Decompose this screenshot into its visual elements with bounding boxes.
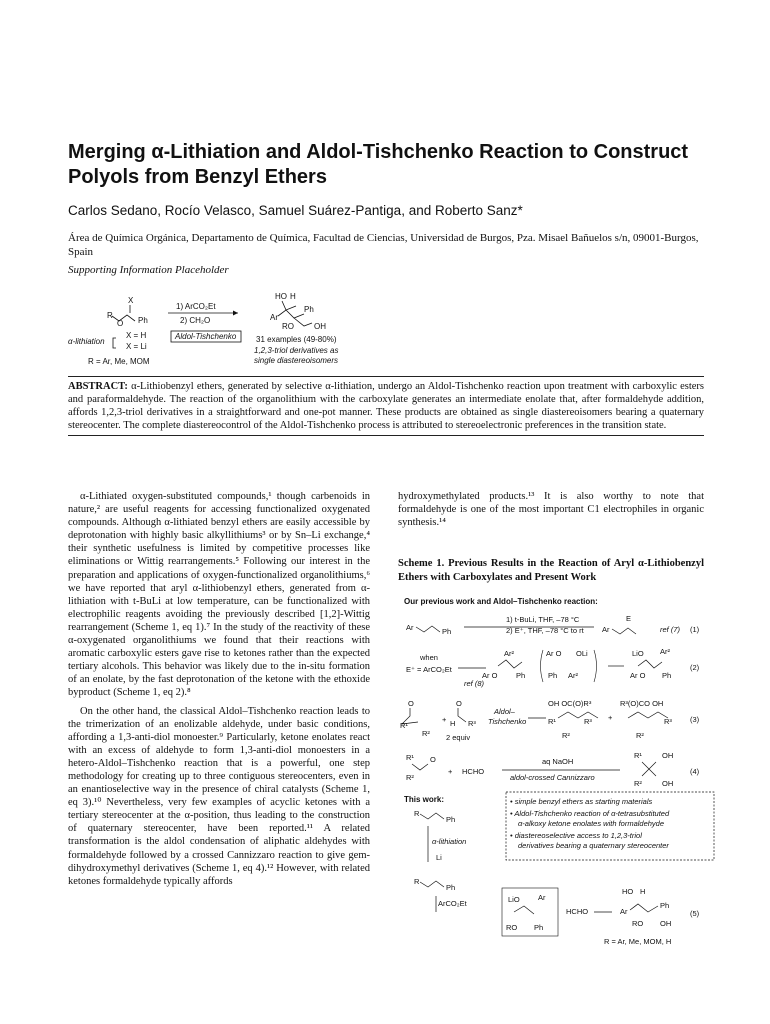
eq2-ketone-chain xyxy=(498,660,522,668)
toc-x-label: X xyxy=(128,296,134,305)
eq3-label1: Aldol– xyxy=(494,707,515,716)
toc-prod-bond xyxy=(282,301,296,310)
tw-prod-h: H xyxy=(640,887,646,896)
eq3-o: O xyxy=(408,699,414,708)
toc-x-h: X = H xyxy=(126,331,147,340)
supporting-info-note: Supporting Information Placeholder xyxy=(68,264,229,276)
eq3-label2: Tishchenko xyxy=(488,717,527,726)
eq3-r2: R² xyxy=(422,729,430,738)
eq2-number: (2) xyxy=(690,663,700,672)
this-work-title: This work: xyxy=(404,795,445,804)
eq4-chain xyxy=(412,764,428,770)
toc-box-label: Aldol-Tishchenko xyxy=(175,332,237,341)
tw-enolate-ro: RO xyxy=(506,923,518,932)
toc-scheme-svg xyxy=(68,288,368,370)
eq4-r2: R² xyxy=(406,773,414,782)
toc-graphic xyxy=(68,288,368,370)
tw-enolate-chain xyxy=(514,906,534,914)
tw-prod-ar: Ar xyxy=(620,907,628,916)
tw-li: Li xyxy=(436,853,442,862)
bullet-3a: • diastereoselective access to 1,2,3-triol xyxy=(510,831,642,840)
toc-prod-h: H xyxy=(290,292,296,301)
eq2-enolate-o: Ar O xyxy=(546,649,562,658)
eq2-ketone-ar: Ar² xyxy=(504,649,514,658)
eq2-ketone-aro: Ar O xyxy=(482,671,498,680)
abstract: ABSTRACT: α-Lithiobenzyl ethers, generated by selective α-lithiation, undergo an Aldol-Tishchenko reaction upon treatment with carboxylic esters and paraformaldehyde. The reaction of the organolithium with the carboxylate generates an intermediate enolate that, after formaldehyde addition, affords 1,2,3-triol derivatives in a straightforward and one-pot manner. These products are obtained as single diastereoisomers bearing a quaternary stereocenter. The complete diastereocontrol of the Aldol-Tishchenko process is attributed to stereoelectronic preferences in the transition state. xyxy=(68,376,704,436)
eq2-product-ph: Ph xyxy=(662,671,672,680)
eq4-product-oh2: OH xyxy=(662,779,674,788)
eq3-product2-r3: R³ xyxy=(664,717,672,726)
tw-prod-chain xyxy=(630,904,658,912)
bullet-3b: derivatives bearing a quaternary stereocenter xyxy=(518,841,669,850)
body-left-column xyxy=(68,490,370,888)
eq4-product-r1: R¹ xyxy=(634,751,642,760)
tw-enolate-lio: LiO xyxy=(508,895,520,904)
eq4-product-center xyxy=(642,762,656,776)
toc-prod-ph: Ph xyxy=(304,305,314,314)
eq1-ar: Ar xyxy=(406,623,414,632)
abstract-text: α-Lithiobenzyl ethers, generated by selective α-lithiation, undergo an Aldol-Tishchenko reaction upon treatment with carboxylic esters and paraformaldehyde. The reaction of the organolithium with the carboxylate generates an intermediate enolate that, after formaldehyde addition, affords 1,2,3-triol derivatives in a straightforward and one-pot manner. These products are obtained as single diastereoisomers bearing a quaternary stereocenter. The complete diastereocontrol of the Aldol-Tishchenko process is attributed to stereoelectronic preferences in the transition state. xyxy=(68,381,704,431)
eq4-cond2: aldol-crossed Cannizzaro xyxy=(510,773,595,782)
tw-enolate-ar: Ar xyxy=(538,893,546,902)
tw-prod-oh: OH xyxy=(660,919,672,928)
eq4-r1: R¹ xyxy=(406,753,414,762)
scheme-eq2 xyxy=(406,647,700,688)
toc-prod-bond2 xyxy=(294,318,312,326)
toc-x-li: X = Li xyxy=(126,342,147,351)
tw-hcho: HCHO xyxy=(566,907,589,916)
eq3-aldehyde-r: R³ xyxy=(468,719,476,728)
eq2-enolate-ar: Ar² xyxy=(568,671,578,680)
toc-product-line2: single diastereoisomers xyxy=(254,356,339,365)
eq3-product-r1: R¹ xyxy=(548,717,556,726)
eq4-number: (4) xyxy=(690,767,700,776)
eq2-enolate-ph: Ph xyxy=(548,671,558,680)
eq2-product-aro: Ar O xyxy=(630,671,646,680)
eq2-product-li: LiO xyxy=(632,649,644,658)
eq2-product-ar: Ar² xyxy=(660,647,670,656)
toc-r-label: R xyxy=(107,311,113,320)
eq3-r1: R¹ xyxy=(400,721,408,730)
abstract-label: ABSTRACT xyxy=(68,381,125,392)
tw-prod-ho: HO xyxy=(622,887,634,896)
eq1-cond1: 1) t-BuLi, THF, –78 °C xyxy=(506,615,580,624)
eq4-product-oh1: OH xyxy=(662,751,674,760)
scheme-eq4 xyxy=(406,751,700,788)
toc-r-def: R = Ar, Me, MOM xyxy=(88,357,150,366)
scheme-1-figure xyxy=(398,594,716,950)
toc-prod-ro: RO xyxy=(282,322,294,331)
eq2-enolate-oh: OLi xyxy=(576,649,588,658)
eq2-ketone-ph: Ph xyxy=(516,671,526,680)
eq1-number: (1) xyxy=(690,625,700,634)
tw-arco2et: ArCO₂Et xyxy=(438,899,467,908)
eq3-plus: + xyxy=(442,715,447,724)
intro-paragraph-2: On the other hand, the classical Aldol–Tishchenko reaction leads to the trimerization of an enolizable aldehyde, under basic conditions, affording a 1,3-anti-diol monoester.⁹ Particularly, ketone enolates react with an excess of aldehyde to form 1,3-anti-diol monoesters in a hetero-Aldol–Tishchenko reaction that is a powerful, one step methodology for creating up to three contiguous stereocenters, even in an enantioselective way in the presence of chiral catalysts (Scheme 1, eq 3).¹⁰ Nevertheless, very few examples of acyclic ketones with a tertiary stereocenter at the α-position, thus leading to the construction of quaternary stereocenter, have been reported.¹¹ A related transformation is the aldol condensation of aliphatic aldehydes with formaldehyde followed by a crossed Cannizzaro reaction to give gem-dihydroxymethyl derivatives (Scheme 1, eq 4).¹² However, with related ketones formaldehyde typically affords xyxy=(68,705,370,887)
toc-step2: 2) CH₂O xyxy=(180,316,211,325)
eq2-ref: ref (8) xyxy=(464,679,485,688)
tw-li-chain xyxy=(420,881,444,887)
eq4-hcho: HCHO xyxy=(462,767,485,776)
toc-prod-oh: OH xyxy=(314,322,326,331)
eq3-equiv: 2 equiv xyxy=(446,733,471,742)
bullet-2a: • Aldol-Tishchenko reaction of α-tetrasubstituted xyxy=(510,809,670,818)
tw-r-def: R = Ar, Me, MOM, H xyxy=(604,937,672,946)
tw-sm-r: R xyxy=(414,809,420,818)
eq2-e: E⁺ = ArCO₂Et xyxy=(406,665,452,674)
toc-prod-ho: HO xyxy=(275,292,287,301)
scheme-caption: Scheme 1. Previous Results in the Reaction of Aryl α-Lithiobenzyl Ethers with Carboxylates and Present Work xyxy=(398,558,704,583)
tw-lithiation: α-lithiation xyxy=(432,837,467,846)
eq3-product-oh: OH OC(O)R³ xyxy=(548,699,592,708)
tw-prod-ph: Ph xyxy=(660,901,670,910)
eq3-product2-oco: R³(O)CO OH xyxy=(620,699,664,708)
eq1-product-chain xyxy=(612,628,636,634)
eq1-chain xyxy=(416,626,440,632)
affiliation: Área de Química Orgánica, Departamento de Química, Facultad de Ciencias, Universidad de Burgos, Pza. Misael Bañuelos s/n, 09001-Burgos, Spain xyxy=(68,232,699,258)
toc-lithiation: α-lithiation xyxy=(68,337,105,346)
toc-prod-chain xyxy=(278,310,304,318)
eq1-ph: Ph xyxy=(442,627,452,636)
eq1-ref: ref (7) xyxy=(660,625,681,634)
toc-step1: 1) ArCO₂Et xyxy=(176,302,216,311)
eq3-product2-chain xyxy=(628,712,668,718)
toc-bracket xyxy=(113,338,116,348)
bullet-2b: α-alkoxy ketone enolates with formaldehyde xyxy=(518,819,665,828)
eq2-when: when xyxy=(420,653,438,662)
scheme-this-work xyxy=(404,792,714,946)
tw-sm-ph: Ph xyxy=(446,815,456,824)
tw-number: (5) xyxy=(690,909,700,918)
scheme-eq1 xyxy=(406,614,700,636)
toc-o-label: O xyxy=(117,319,124,328)
toc-prod-ar: Ar xyxy=(270,313,278,322)
scheme-eq3 xyxy=(400,699,700,742)
tw-prod-ro: RO xyxy=(632,919,644,928)
eq3-plus2: + xyxy=(608,713,613,722)
toc-arrowhead xyxy=(233,311,238,316)
eq3-product-chain xyxy=(558,712,598,718)
eq4-o: O xyxy=(430,755,436,764)
tw-sm-chain xyxy=(420,813,444,819)
eq3-number: (3) xyxy=(690,715,700,724)
eq3-aldehyde-h: H xyxy=(450,719,456,728)
eq4-cond1: aq NaOH xyxy=(542,757,574,766)
author-list: Carlos Sedano, Rocío Velasco, Samuel Suárez-Pantiga, and Roberto Sanz* xyxy=(68,203,523,218)
eq3-product2-r2: R² xyxy=(636,731,644,740)
toc-examples: 31 examples (49-80%) xyxy=(256,335,337,344)
eq3-aldehyde xyxy=(458,708,466,722)
body-right-column xyxy=(398,490,704,529)
eq1-product-e: E xyxy=(626,614,632,623)
toc-chain xyxy=(112,315,135,321)
toc-product-line1: 1,2,3-triol derivatives as xyxy=(254,346,339,355)
eq3-product-r3: R³ xyxy=(584,717,592,726)
scheme-previous-title: Our previous work and Aldol–Tishchenko reaction: xyxy=(404,597,598,606)
intro-paragraph-1: α-Lithiated oxygen-substituted compounds,¹ though carbenoids in nature,² are useful reagents for accessing functionalized oxygenated compounds. Although α-lithiated benzyl ethers are easily accessible by deprotonation with highly basic alkyllithiums³ or by Sn–Li exchange,⁴ their synthetic usefulness is limited by competitive processes like eliminations or Wittig rearrangements.⁵ Following our interest in the preparation and applications of oxygen-functionalized organolithiums,⁶ we have reported that aryl α-lithiobenzyl ethers, generated from α-lithiation with t-BuLi at low temperature, can be functionalized with electrophilic reagents avoiding the previously described [1,2]-Wittig rearrangement (Scheme 1, eq 1).⁷ In the study of the reactivity of these α-oxygenated organolithiums we found that their reactions with aromatic carboxylic esters gave rise to ketones rather than the expected tertiary alcohols. This behavior was likely due to the in-situ formation of an enolate, by the fast deprotonation of the ketone with the ethoxide byproduct (Scheme 1, eq 2).⁸ xyxy=(68,491,370,699)
scheme-1-svg xyxy=(398,594,716,950)
paper-title: Merging α-Lithiation and Aldol-Tishchenko Reaction to Construct Polyols from Benzyl Ethers xyxy=(68,141,689,188)
eq1-product-ar: Ar xyxy=(602,625,610,634)
eq2-product-chain xyxy=(638,660,662,668)
tw-li-r: R xyxy=(414,877,420,886)
right-paragraph-1: hydroxymethylated products.¹³ It is also worthy to note that formaldehyde is one of the most important C1 electrophiles in organic synthesis.¹⁴ xyxy=(398,491,704,529)
eq3-product-r2: R² xyxy=(562,731,570,740)
toc-ph-label: Ph xyxy=(138,316,148,325)
eq3-aldehyde-o: O xyxy=(456,699,462,708)
eq4-plus: + xyxy=(448,767,453,776)
bullet-1: • simple benzyl ethers as starting materials xyxy=(510,797,653,806)
tw-li-ph: Ph xyxy=(446,883,456,892)
eq4-product-r2: R² xyxy=(634,779,642,788)
tw-enolate-ph: Ph xyxy=(534,923,544,932)
eq1-cond2: 2) E⁺, THF, –78 °C to rt xyxy=(506,626,584,635)
